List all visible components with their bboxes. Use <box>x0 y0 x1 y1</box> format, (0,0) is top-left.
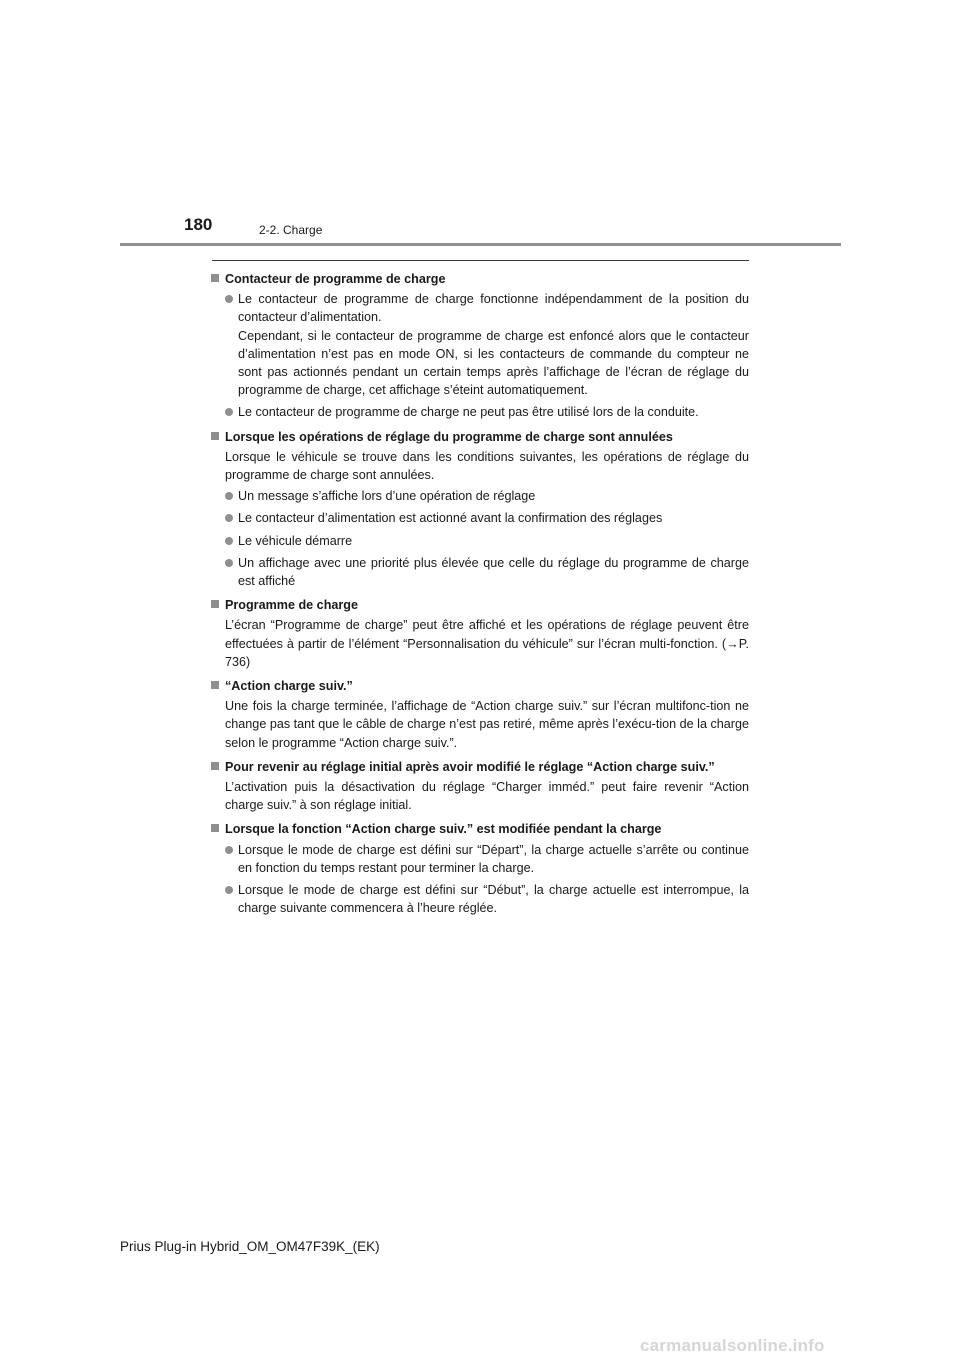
section-paragraph: Lorsque le véhicule se trouve dans les conditions suivantes, les opérations de réglage du programme de charge sont annulées. <box>225 449 749 483</box>
list-item-text: Lorsque le mode de charge est défini sur “Début”, la charge actuelle est interrompue, la charge suivante commencera à l’heure réglée. <box>238 883 749 916</box>
square-bullet-icon <box>211 762 219 770</box>
section <box>210 596 749 671</box>
header-rule <box>120 243 841 246</box>
section <box>210 428 749 591</box>
section-heading <box>210 820 749 838</box>
round-bullet-icon <box>225 408 233 416</box>
section-heading <box>210 596 749 614</box>
section-paragraph: L’activation puis la désactivation du réglage “Charger imméd.” peut faire revenir “Action charge suiv.” à son réglage initial. <box>225 780 749 813</box>
page-number: 180 <box>184 215 213 234</box>
section-heading <box>210 677 749 695</box>
list-item <box>210 554 749 590</box>
section-heading <box>210 758 749 776</box>
section <box>210 758 749 815</box>
square-bullet-icon <box>211 274 219 282</box>
content-rule <box>212 260 749 261</box>
section-heading <box>210 428 749 446</box>
list-item-text: Un affichage avec une priorité plus élevée que celle du réglage du programme de charge est affiché <box>238 555 749 589</box>
page-content <box>210 270 749 924</box>
footer-doc-id: Prius Plug-in Hybrid_OM_OM47F39K_(EK) <box>120 1239 380 1254</box>
list-item-text: Cependant, si le contacteur de programme de charge est enfoncé alors que le contacteur d’alimentation n’est pas en mode ON, si les contacteurs de commande du compteur ne sont pas actionnés pendant un certain temps après l’affichage de l’écran de réglage du programme de charge, cet affichage s’éteint automatiquement. <box>238 328 749 398</box>
list-item-text: Le contacteur d’alimentation est actionné avant la confirmation des réglages <box>238 511 663 526</box>
round-bullet-icon <box>225 846 233 854</box>
square-bullet-icon <box>211 681 219 689</box>
list-item <box>210 487 749 505</box>
section-heading-text: Pour revenir au réglage initial après avoir modifié le réglage “Action charge suiv.” <box>225 759 715 774</box>
section <box>210 820 749 917</box>
section-label: 2-2. Charge <box>259 223 323 237</box>
section <box>210 677 749 752</box>
list-item-text: Lorsque le mode de charge est défini sur “Départ”, la charge actuelle s’arrête ou continue en fonction du temps restant pour terminer la charge. <box>238 842 749 875</box>
list-item-text: Un message s’affiche lors d’une opération de réglage <box>238 489 536 504</box>
square-bullet-icon <box>211 432 219 440</box>
section-paragraph: Une fois la charge terminée, l’affichage de “Action charge suiv.” sur l’écran multifonc-tion ne change pas tant que le câble de charge n’est pas retiré, même après l’exécu-tion de la charge selon le programme “Action charge suiv.”. <box>225 699 749 750</box>
list-item <box>210 509 749 527</box>
square-bullet-icon <box>211 824 219 832</box>
round-bullet-icon <box>225 514 233 522</box>
section-heading-text: Contacteur de programme de charge <box>225 272 446 286</box>
section-paragraph: L’écran “Programme de charge” peut être affiché et les opérations de réglage peuvent être effectuées à partir de l’élément “Personnalisation du véhicule” sur l’écran multi-fonction. (→P. 736) <box>225 618 749 669</box>
list-item <box>210 403 749 421</box>
round-bullet-icon <box>225 295 233 303</box>
watermark: carmanualsonline.info <box>640 1336 825 1355</box>
list-item-text: Le contacteur de programme de charge ne peut pas être utilisé lors de la conduite. <box>238 405 699 420</box>
round-bullet-icon <box>225 886 233 894</box>
section-heading-text: Programme de charge <box>225 598 358 613</box>
list-item-text: Le véhicule démarre <box>238 533 353 548</box>
section-heading-text: Lorsque la fonction “Action charge suiv.” est modifiée pendant la charge <box>225 822 662 837</box>
list-item <box>210 290 749 399</box>
section <box>210 270 749 422</box>
section-heading-text: “Action charge suiv.” <box>225 679 353 694</box>
round-bullet-icon <box>225 492 233 500</box>
list-item <box>210 532 749 550</box>
section-heading <box>210 270 749 288</box>
list-item <box>210 841 749 877</box>
list-item-text: Le contacteur de programme de charge fonctionne indépendamment de la position du contacteur d’alimentation. <box>238 292 749 325</box>
round-bullet-icon <box>225 537 233 545</box>
round-bullet-icon <box>225 559 233 567</box>
square-bullet-icon <box>211 600 219 608</box>
list-item <box>210 881 749 917</box>
section-heading-text: Lorsque les opérations de réglage du programme de charge sont annulées <box>225 429 673 444</box>
